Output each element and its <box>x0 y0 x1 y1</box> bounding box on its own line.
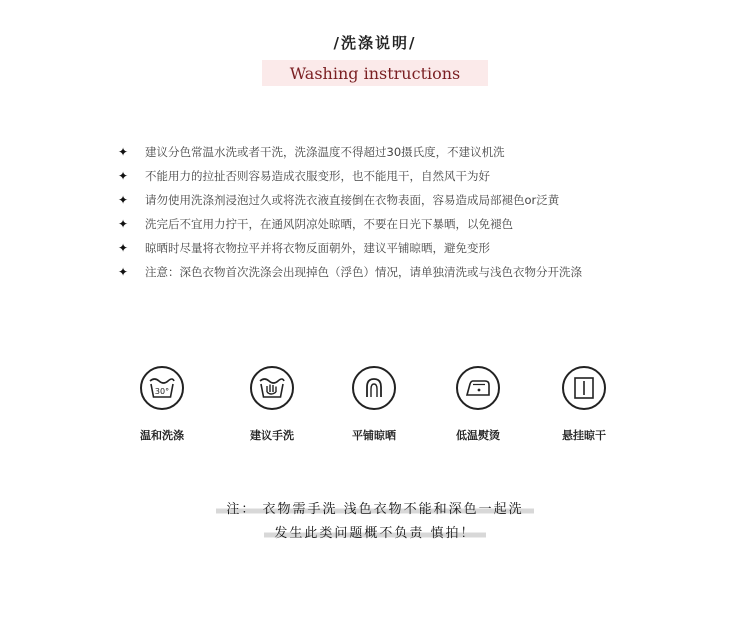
care-symbol-hand-wash <box>222 366 322 443</box>
care-symbol-dry-flat <box>324 366 424 443</box>
hand-wash-icon <box>250 366 294 410</box>
care-note <box>118 212 678 236</box>
wash-30-icon <box>140 366 184 410</box>
care-note <box>118 140 678 164</box>
care-symbol-line-dry <box>534 366 634 443</box>
star-bullet-icon: ✦ <box>118 169 129 183</box>
washing-title-cn: /洗涤说明/ <box>333 34 417 52</box>
care-symbol-label: 悬挂晾干 <box>562 429 606 442</box>
care-note <box>118 164 678 188</box>
star-bullet-icon: ✦ <box>118 217 129 231</box>
care-note-text: 晾晒时尽量将衣物拉平并将衣物反面朝外，建议平铺晾晒，避免变形 <box>145 241 490 255</box>
care-note-text: 请勿使用洗涤剂浸泡过久或将洗衣液直接倒在衣物表面，容易造成局部褪色or泛黄 <box>145 193 560 207</box>
care-symbol-gentle-wash <box>112 366 212 443</box>
iron-low-icon <box>456 366 500 410</box>
star-bullet-icon: ✦ <box>118 145 129 159</box>
star-bullet-icon: ✦ <box>118 265 129 279</box>
footer-warning-line1 <box>0 498 750 517</box>
care-symbol-label: 低温熨烫 <box>456 429 500 442</box>
care-symbol-iron-low <box>428 366 528 443</box>
care-note-text: 不能用力的拉扯否则容易造成衣服变形，也不能甩干，自然风干为好 <box>145 169 490 183</box>
star-bullet-icon: ✦ <box>118 193 129 207</box>
star-bullet-icon: ✦ <box>118 241 129 255</box>
care-note <box>118 188 678 212</box>
footer-warning-line2 <box>0 522 750 541</box>
care-symbol-label: 建议手洗 <box>250 429 294 442</box>
washing-title-en: Washing instructions <box>289 63 461 83</box>
care-notes-list <box>118 140 678 284</box>
care-symbol-label: 平铺晾晒 <box>352 429 396 442</box>
footer-warning-text: 注： 衣物需手洗 浅色衣物不能和深色一起洗 <box>216 498 533 517</box>
care-note-text: 注意：深色衣物首次洗涤会出现掉色（浮色）情况，请单独清洗或与浅色衣物分开洗涤 <box>145 265 582 279</box>
care-note <box>118 260 678 284</box>
dry-flat-icon <box>352 366 396 410</box>
wash-30-badge: 30° <box>154 387 170 396</box>
washing-title-en-band <box>262 60 488 86</box>
care-symbol-label: 温和洗涤 <box>140 429 184 442</box>
care-note-text: 建议分色常温水洗或者干洗，洗涤温度不得超过30摄氏度，不建议机洗 <box>145 145 505 159</box>
care-note <box>118 236 678 260</box>
line-dry-icon <box>562 366 606 410</box>
care-note-text: 洗完后不宜用力拧干，在通风阴凉处晾晒，不要在日光下暴晒，以免褪色 <box>145 217 513 231</box>
footer-disclaimer-text: 发生此类问题概不负责 慎拍！ <box>264 522 485 541</box>
